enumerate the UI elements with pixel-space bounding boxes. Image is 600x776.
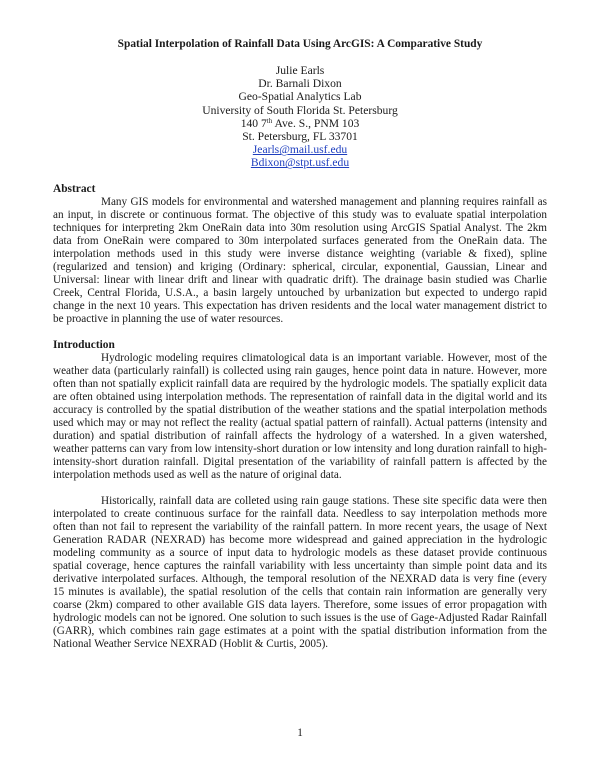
author-address: 140 7th Ave. S., PNM 103 (240, 116, 360, 130)
introduction-paragraph-1: Hydrologic modeling requires climatological data is an important variable. However, most of the weather data (particularly rainfall) is collected using rain gauges, hence point data in nature. However, more often than not spatially explicit rainfall data are required by the hydrologic models. The spatially explicit data are often obtained using interpolation methods. The representation of rainfall data in the digital world and its accuracy is controlled by the spatial distribution of the weather stations and the spatial interpolation methods used which may or may not reflect the reality (actual spatial pattern of rainfall). Actual patterns (intensity and duration) and spatial distribution of rainfall affects the hydrology of a watershed. In a given watershed, weather patterns can vary from low intensity-short duration or low intensity and long duration rainfall to high-intensity-short duration rainfall. Digital presentation of the variability of rainfall pattern is affected by the interpolation methods used as well as the nature of original data. (53, 351, 547, 481)
author-name: Julie Earls (275, 64, 325, 77)
document-page (53, 38, 547, 651)
introduction-paragraph-2: Historically, rainfall data are colleted using rain gauge stations. These site specific data were then interpolated to create continuous surface for the rainfall data. Needless to say interpolation methods more often than not fail to represent the variability of the rainfall pattern. In more recent years, the usage of Next Generation RADAR (NEXRAD) has become more widespread and gained appreciation in the hydrologic modeling community as a source of input data to hydrologic models as these dataset provide continuous spatial coverage, hence captures the rainfall variability with less uncertainty than simple point data and its derivative interpolated surfaces. Although, the temporal resolution of the NEXRAD data is very fine (every 15 minutes is available), the spatial resolution of the cells that contain rain information are generally very coarse (2km) compared to other available GIS data layers. Therefore, some issues of error propagation with hydrologic models can not be ignored. One solution to such issues is the use of Gage-Adjusted Radar Rainfall (GARR), which combines rain gage estimates at a point with the spatial distribution information from the National Weather Service NEXRAD (Hoblit & Curtis, 2005). (53, 494, 547, 650)
introduction-heading: Introduction (53, 338, 115, 351)
abstract-heading: Abstract (53, 182, 96, 195)
author-block (53, 64, 547, 170)
paper-title: Spatial Interpolation of Rainfall Data Using ArcGIS: A Comparative Study (117, 38, 483, 50)
email-link-dixon[interactable]: Bdixon@stpt.usf.edu (250, 156, 350, 170)
page-number: 1 (297, 727, 303, 739)
author-university: University of South Florida St. Petersburg (202, 103, 398, 117)
author-name: Dr. Barnali Dixon (258, 77, 342, 91)
author-lab: Geo-Spatial Analytics Lab (238, 90, 362, 104)
introduction-section (53, 339, 547, 651)
abstract-section (53, 183, 547, 326)
abstract-text: Many GIS models for environmental and watershed management and planning requires rainfall as an input, in discrete or continuous format. The objective of this study was to evaluate spatial interpolation techniques for interpreting 2km OneRain data into 30m resolution using ArcGIS Spatial Analyst. The 2km data from OneRain were compared to 30m interpolated surfaces generated from the OneRain data. The interpolation methods used in this study were inverse distance weighting (variable & fixed), spline (regularized and tension) and kriging (Ordinary: spherical, circular, exponential, Gaussian, Linear and Universal: linear with linear drift and linear with quadratic drift). The drainage basin studied was Charlie Creek, Central Florida, U.S.A., a basin largely untouched by urbanization but expected to undergo rapid change in the next 10 years. This expectation has driven residents and the local water management district to be proactive in planning the use of water resources. (53, 195, 547, 325)
author-city: St. Petersburg, FL 33701 (242, 130, 358, 144)
email-link-earls[interactable]: Jearls@mail.usf.edu (252, 143, 348, 157)
